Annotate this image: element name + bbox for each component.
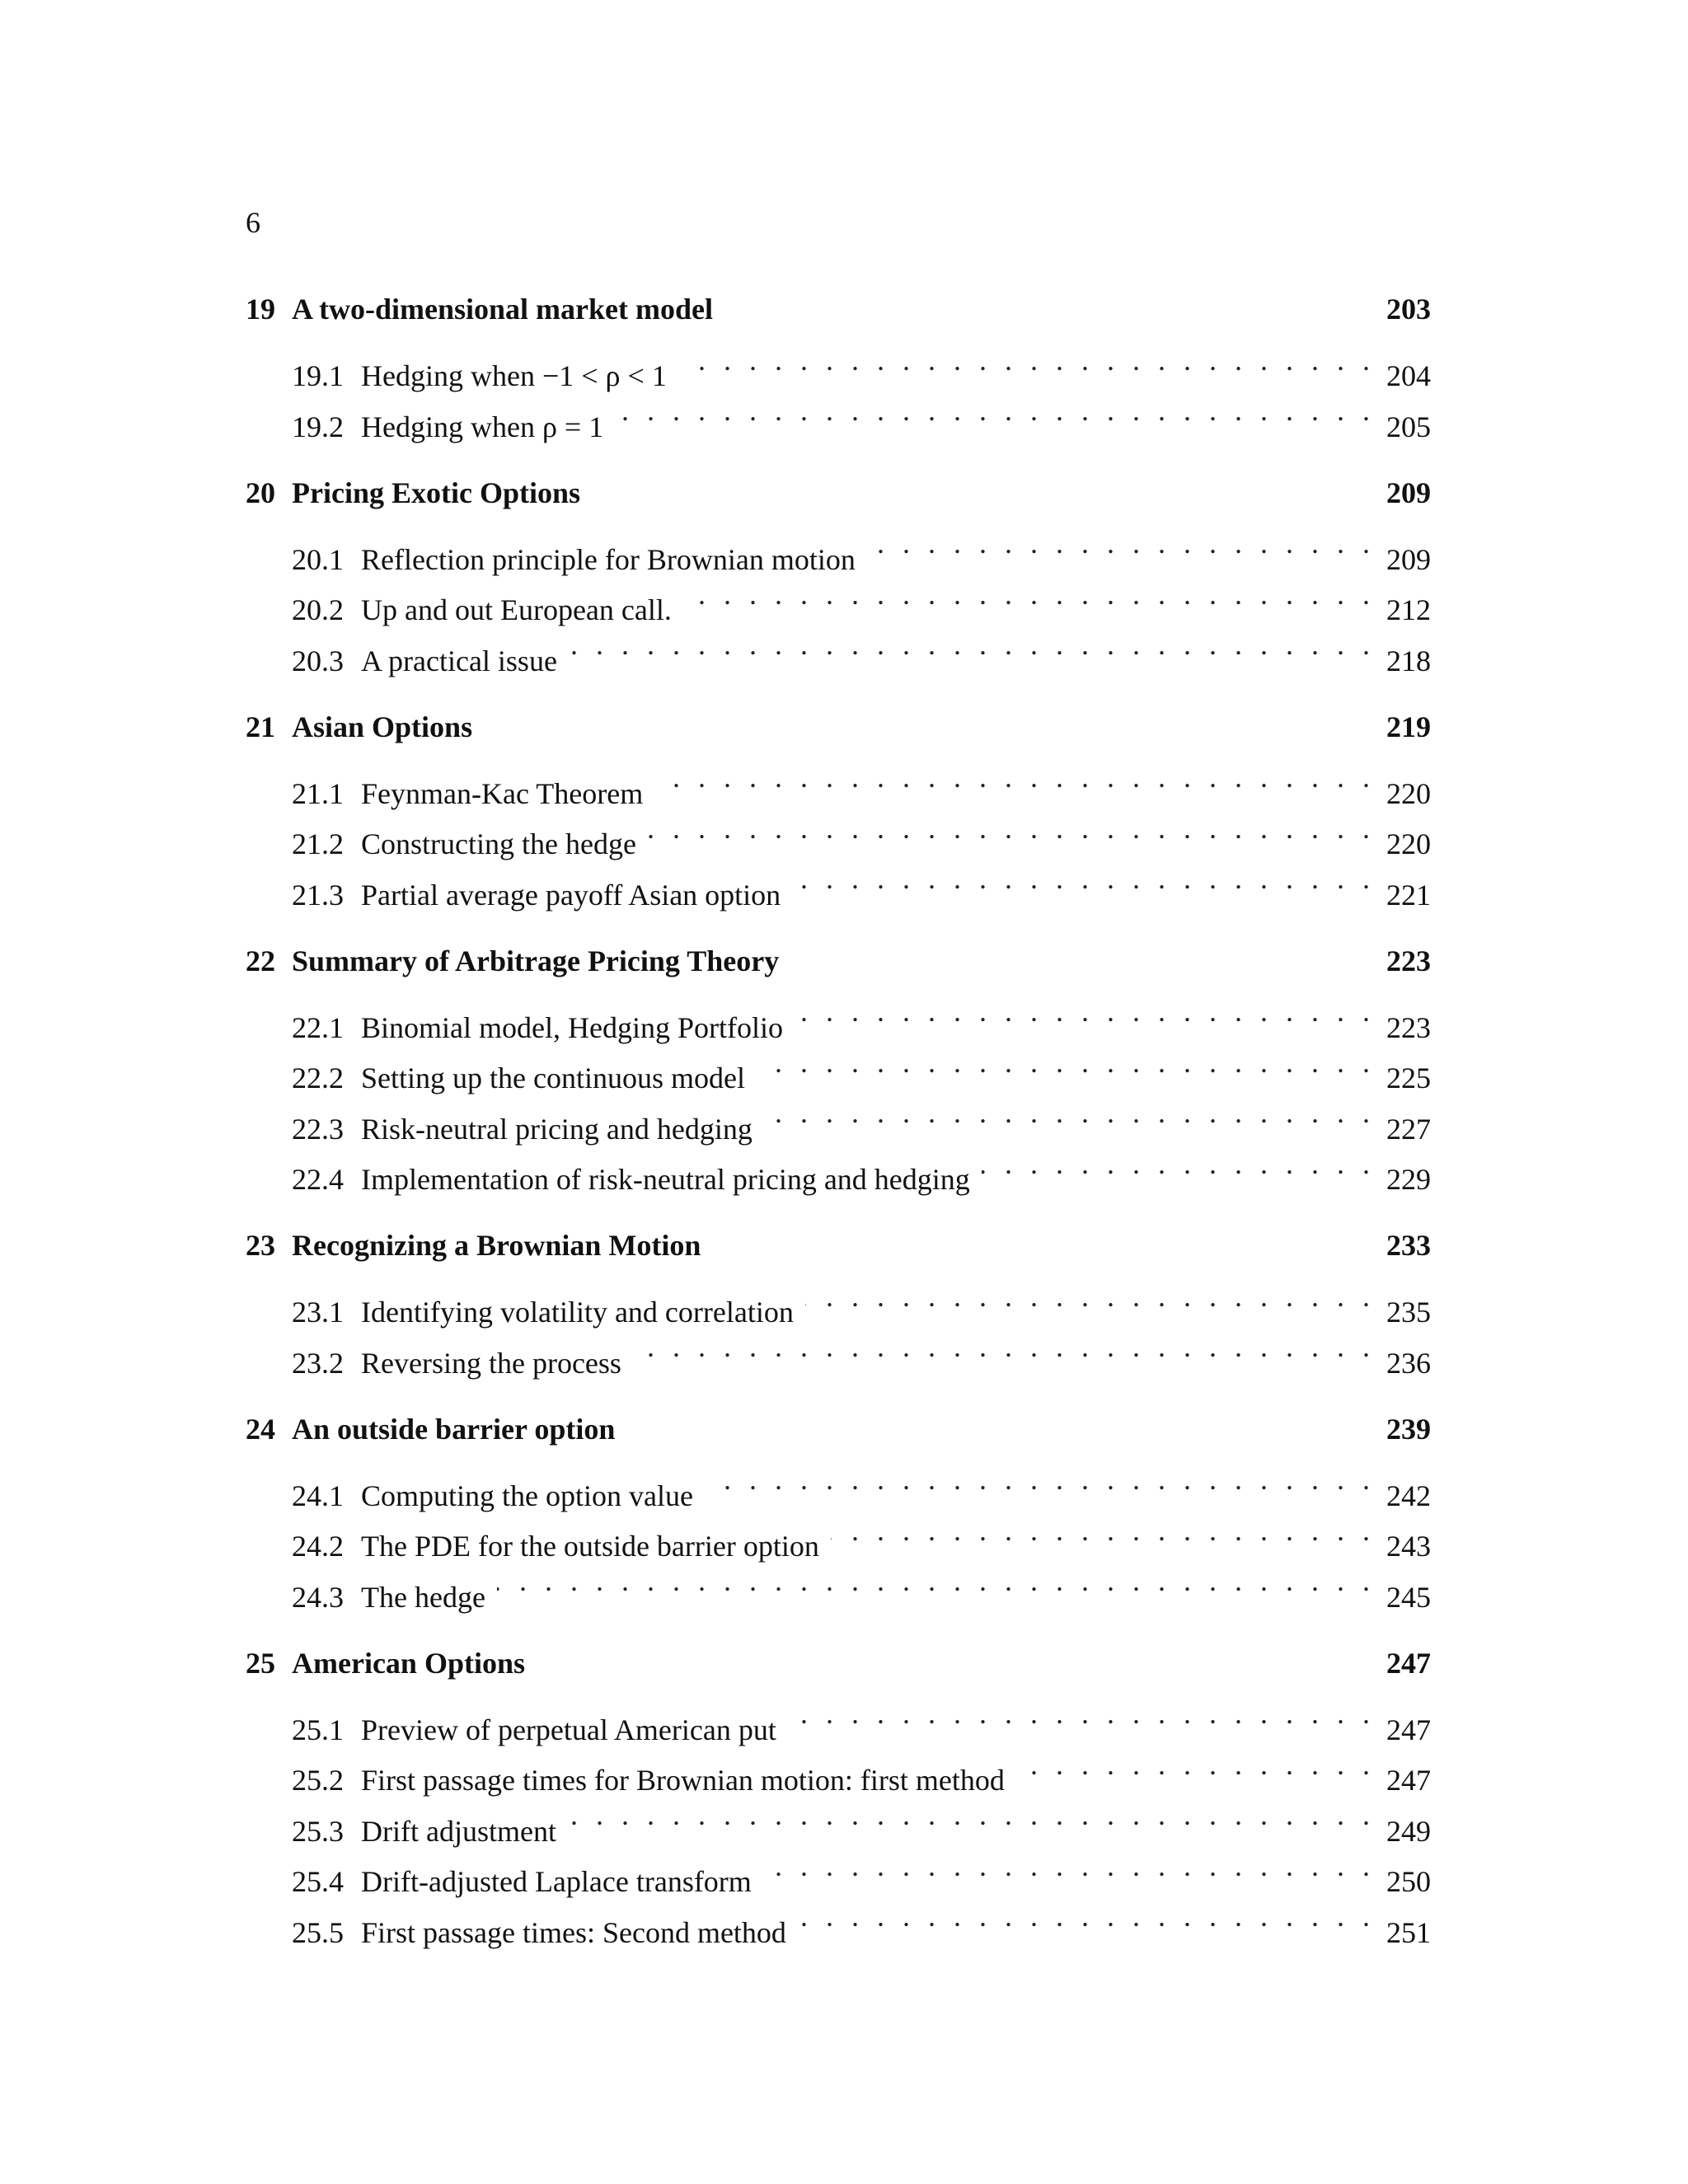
- section-title: First passage times for Brownian motion: first method: [361, 1764, 1005, 1797]
- section-title: Reflection principle for Brownian motion: [361, 542, 856, 576]
- section-page: 205: [1386, 410, 1431, 443]
- section-page: 251: [1386, 1915, 1431, 1949]
- toc-chapter-25: [246, 1638, 1431, 1949]
- section-title: A practical issue: [361, 644, 557, 677]
- dot-leader: [788, 1689, 1370, 1740]
- dot-leader: [867, 518, 1370, 569]
- toc-chapter-21: [246, 702, 1431, 912]
- section-title: First passage times: Second method: [361, 1915, 786, 1949]
- dot-leader: [757, 1038, 1370, 1089]
- section-number: 22.4: [292, 1163, 344, 1196]
- section-number: 19.2: [292, 410, 344, 443]
- section-title: Hedging when ρ = 1: [361, 410, 604, 443]
- chapter-number: 20: [246, 476, 275, 509]
- section-number: 21.2: [292, 827, 344, 860]
- section-title: The hedge: [361, 1580, 485, 1614]
- chapter-page: 223: [1386, 944, 1431, 977]
- section-title: Drift-adjusted Laplace transform: [361, 1865, 752, 1898]
- chapter-number: 24: [246, 1412, 275, 1446]
- section-page: 249: [1386, 1814, 1431, 1848]
- section-title: Feynman-Kac Theorem: [361, 776, 644, 810]
- section-page: 247: [1386, 1713, 1431, 1746]
- section-title: Constructing the hedge: [361, 827, 636, 860]
- toc-section-entry: [246, 1689, 1431, 1746]
- section-number: 23.2: [292, 1346, 344, 1380]
- table-of-contents: [246, 284, 1431, 1974]
- section-number: 21.1: [292, 776, 344, 810]
- section-number: 20.3: [292, 644, 344, 677]
- toc-section-entry: [246, 335, 1431, 392]
- section-page: 229: [1386, 1163, 1431, 1196]
- toc-section-entry: [246, 518, 1431, 576]
- section-title: Computing the option value: [361, 1479, 693, 1512]
- section-number: 21.3: [292, 878, 344, 912]
- section-page: 212: [1386, 593, 1431, 626]
- dot-leader: [633, 1322, 1370, 1373]
- toc-chapter-20: [246, 468, 1431, 677]
- chapter-number: 23: [246, 1229, 275, 1262]
- section-page: 220: [1386, 776, 1431, 810]
- section-title: Binomial model, Hedging Portfolio: [361, 1010, 783, 1044]
- section-page: 243: [1386, 1530, 1431, 1563]
- chapter-heading: [246, 1638, 1431, 1690]
- dot-leader: [569, 620, 1370, 671]
- chapter-heading: [246, 1221, 1431, 1272]
- toc-chapter-23: [246, 1221, 1431, 1380]
- section-title: Preview of perpetual American put: [361, 1713, 776, 1746]
- section-page: 235: [1386, 1296, 1431, 1329]
- section-title: Identifying volatility and correlation: [361, 1296, 794, 1329]
- section-page: 247: [1386, 1764, 1431, 1797]
- chapter-page: 219: [1386, 710, 1431, 743]
- chapter-heading: [246, 468, 1431, 519]
- toc-chapter-19: [246, 284, 1431, 443]
- page-number: 6: [246, 206, 260, 239]
- chapter-title: Summary of Arbitrage Pricing Theory: [292, 944, 780, 977]
- chapter-title: Asian Options: [292, 710, 473, 743]
- section-number: 22.2: [292, 1062, 344, 1094]
- chapter-title: American Options: [292, 1646, 525, 1680]
- section-page: 209: [1386, 542, 1431, 576]
- section-number: 24.1: [292, 1479, 344, 1512]
- chapter-number: 19: [246, 293, 275, 326]
- dot-leader: [798, 1891, 1370, 1943]
- section-title: Risk-neutral pricing and hedging: [361, 1112, 753, 1146]
- chapter-page: 209: [1386, 476, 1431, 509]
- toc-chapter-24: [246, 1404, 1431, 1614]
- toc-chapter-22: [246, 936, 1431, 1196]
- section-page: 225: [1386, 1062, 1431, 1094]
- section-page: 218: [1386, 644, 1431, 677]
- section-number: 25.2: [292, 1764, 344, 1797]
- chapter-heading: [246, 702, 1431, 753]
- chapter-number: 25: [246, 1646, 275, 1680]
- chapter-page: 233: [1386, 1229, 1431, 1262]
- dot-leader: [1016, 1740, 1370, 1791]
- section-title: Setting up the continuous model: [361, 1062, 745, 1094]
- section-page: 220: [1386, 827, 1431, 860]
- chapter-heading: [246, 1404, 1431, 1455]
- chapter-number: 21: [246, 710, 275, 743]
- dot-leader: [831, 1506, 1370, 1557]
- dot-leader: [683, 569, 1370, 621]
- section-number: 25.4: [292, 1865, 344, 1898]
- dot-leader: [705, 1455, 1370, 1506]
- chapter-title: A two-dimensional market model: [292, 293, 713, 326]
- section-title: Drift adjustment: [361, 1814, 556, 1848]
- section-title: The PDE for the outside barrier option: [361, 1530, 819, 1563]
- dot-leader: [764, 1088, 1370, 1139]
- section-title: Reversing the process: [361, 1346, 621, 1380]
- chapter-heading: [246, 936, 1431, 987]
- section-title: Implementation of risk-neutral pricing and hedging: [361, 1163, 970, 1196]
- chapter-title: An outside barrier option: [292, 1412, 616, 1446]
- dot-leader: [568, 1790, 1370, 1841]
- section-number: 24.2: [292, 1530, 344, 1563]
- section-number: 20.1: [292, 542, 344, 576]
- section-page: 227: [1386, 1112, 1431, 1146]
- section-page: 242: [1386, 1479, 1431, 1512]
- dot-leader: [982, 1139, 1370, 1190]
- toc-section-entry: [246, 752, 1431, 810]
- dot-leader: [648, 804, 1370, 855]
- section-number: 23.1: [292, 1296, 344, 1329]
- section-number: 22.1: [292, 1010, 344, 1044]
- section-page: 250: [1386, 1865, 1431, 1898]
- section-title: Partial average payoff Asian option: [361, 878, 781, 912]
- dot-leader: [792, 854, 1370, 905]
- section-page: 204: [1386, 359, 1431, 392]
- chapter-number: 22: [246, 944, 275, 977]
- section-number: 19.1: [292, 359, 344, 392]
- dot-leader: [763, 1841, 1370, 1892]
- dot-leader: [654, 752, 1370, 804]
- section-title: Up and out European call.: [361, 593, 672, 626]
- chapter-title: Pricing Exotic Options: [292, 476, 580, 509]
- section-number: 25.5: [292, 1915, 344, 1949]
- section-number: 22.3: [292, 1112, 344, 1146]
- section-page: 221: [1386, 878, 1431, 912]
- section-page: 236: [1386, 1346, 1431, 1380]
- dot-leader: [615, 386, 1370, 437]
- chapter-title: Recognizing a Brownian Motion: [292, 1229, 701, 1262]
- dot-leader: [497, 1556, 1370, 1607]
- section-number: 20.2: [292, 593, 344, 626]
- section-number: 24.3: [292, 1580, 344, 1614]
- chapter-heading: [246, 284, 1431, 335]
- chapter-page: 247: [1386, 1646, 1431, 1680]
- dot-leader: [805, 1272, 1370, 1323]
- toc-section-entry: [246, 987, 1431, 1044]
- dot-leader: [678, 335, 1370, 387]
- section-page: 245: [1386, 1580, 1431, 1614]
- section-title: Hedging when −1 < ρ < 1: [361, 359, 667, 392]
- section-page: 223: [1386, 1010, 1431, 1044]
- section-number: 25.1: [292, 1713, 344, 1746]
- dot-leader: [795, 987, 1370, 1038]
- toc-section-entry: [246, 1455, 1431, 1512]
- section-number: 25.3: [292, 1814, 344, 1848]
- toc-section-entry: [246, 1272, 1431, 1329]
- chapter-page: 203: [1386, 293, 1431, 326]
- chapter-page: 239: [1386, 1412, 1431, 1446]
